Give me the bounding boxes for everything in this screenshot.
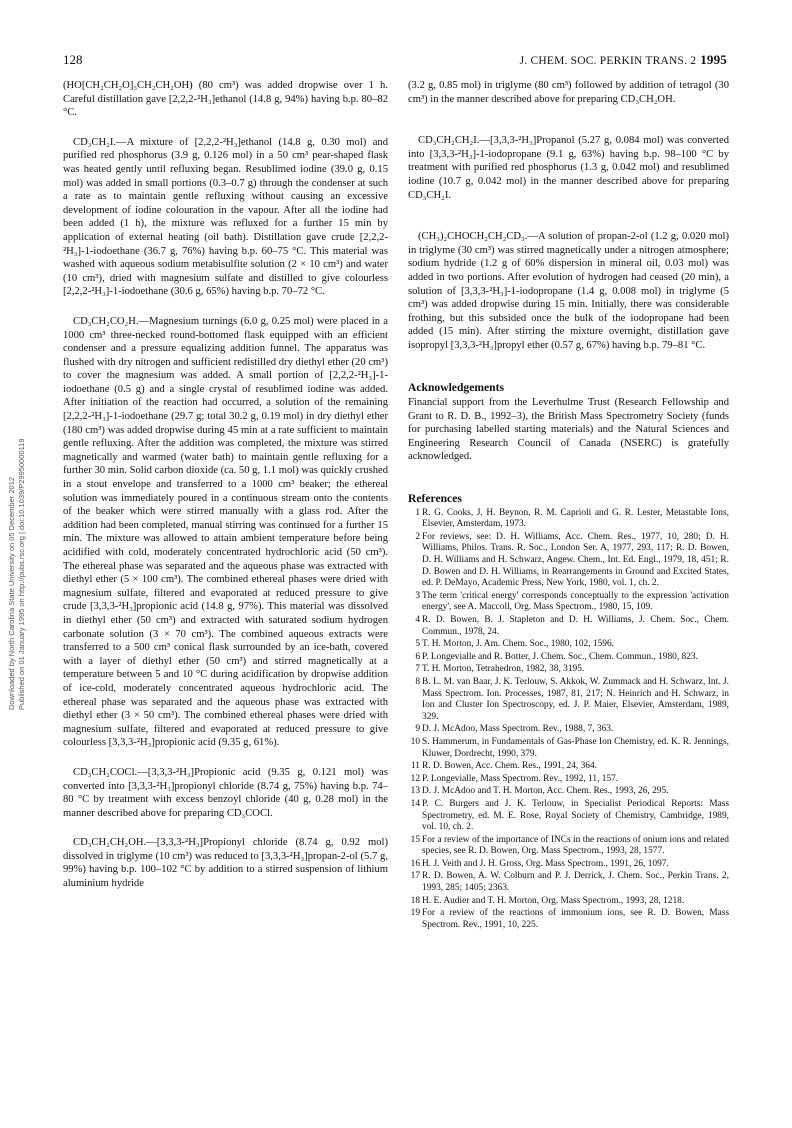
- reference-item: 16 H. J. Veith and J. H. Gross, Org. Mass Spectrom., 1991, 26, 1097.: [410, 858, 669, 869]
- download-notice: Downloaded by North Carolina State University on 05 December 2012: [7, 476, 16, 710]
- page-number: 128: [63, 52, 83, 67]
- paragraph-propionyl-chloride: CD₃CH₂COCl.—[3,3,3-²H₃]Propionic acid (9.35 g, 0.121 mol) was converted into [3,3,3-²H₃]propionyl chloride (8.74 g, 75%) having b.p. 74–80 °C by treatment with excess benzoyl chloride (40 g, 0.28 mol) in the manner described above for preparing CD₃COCl.: [63, 766, 388, 819]
- download-sidebar: [2, 250, 28, 710]
- right-column: [408, 79, 729, 932]
- reference-item: 13 D. J. McAdoo and T. H. Morton, Acc. Chem. Res., 1993, 26, 295.: [410, 786, 669, 797]
- paragraph-lah-continued: (3.2 g, 0.85 mol) in triglyme (80 cm³) followed by addition of tetragol (30 cm³) in the manner described above for preparing CD₃CH₂OH.: [408, 80, 729, 105]
- reference-item: 15 For a review of the importance of INCs in the reactions of onium ions and related species, see R. D. Bowen, Org. Mass Spectrom., 1993, 28, 1577.: [410, 834, 729, 857]
- reference-item: 3 The term 'critical energy' corresponds conceptually to the expression 'activation energy', see A. Maccoll, Org. Mass Spectrom., 1980, 15, 109.: [415, 590, 729, 613]
- reference-item: 6 P. Longevialle and R. Botter, J. Chem. Soc., Chem. Commun., 1980, 823.: [415, 651, 698, 662]
- reference-item: 10 S. Hammerum, in Fundamentals of Gas-Phase Ion Chemistry, ed. K. R. Jennings, Kluwer, Dordrecht, 1990, 379.: [410, 736, 729, 759]
- running-header: [63, 52, 727, 68]
- journal-title: [520, 52, 727, 68]
- reference-item: 4 R. D. Bowen, B. J. Stapleton and D. H. Williams, J. Chem. Soc., Chem. Commun., 1978, 24.: [415, 615, 729, 637]
- reference-list: [408, 508, 729, 932]
- paragraph-isopropyl-ether: (CH₃)₂CHOCH₂CH₂CD₃.—A solution of propan-2-ol (1.2 g, 0.020 mol) in triglyme (30 cm³) was stirred magnetically under a nitrogen atmosphere; sodium hydride (1.2 g of 60% dispersion in mineral oil, 0.03 mol) was added in two portions. After evolution of hydrogen had ceased (20 min), a solution of [3,3,3-²H₃]-1-iodopropane (1.4 g, 0.008 mol) in triglyme (5 cm³) was added dropwise during 15 min. Initially, there was considerable frothing, but this subsided once the bulk of the iodopropane had been added (15 min). After stirring the mixture overnight, distillation gave isopropyl [3,3,3-²H₃]propyl ether (0.57 g, 67%) having b.p. 79–81 °C.: [408, 231, 729, 351]
- paragraph-triglyme-continued: (HO[CH₂CH₂O]₃CH₂CH₂OH) (80 cm³) was added dropwise over 1 h. Careful distillation gave [2,2,2-²H₃]ethanol (14.8 g, 94%) having b.p. 80–82 °C.: [63, 80, 388, 119]
- reference-item: 12 P. Longevialle, Mass Spectrom. Rev., 1992, 11, 157.: [410, 773, 619, 784]
- paragraph-iodoethane: CD₃CH₂I.—A mixture of [2,2,2-²H₃]ethanol (14.8 g, 0.30 mol) and purified red phosphorus (3.9 g, 0.126 mol) in a 50 cm³ pear-shaped flask was heated gently until refluxing began. Resublimed iodine (39.0 g, 0.15 mol) was added in small portions (0.3–0.7 g) through the condenser at such a rate as to maintain gentle refluxing without causing an excessive development of iodine colouration in the vapour. After all the iodine had been added (1 h), the mixture was refluxed for a further 15 min by application of external heating (oil bath). Distillation gave crude [2,2,2-²H₃]-1-iodoethane (36.7 g, 76%) having b.p. 60–75 °C. This material was washed with aqueous sodium metabisulfite solution (2 × 10 cm³) and water (10 cm³), dried with magnesium sulfate and distilled to give colourless [2,2,2-²H₃]-1-iodoethane (30.6 g, 65%) having b.p. 70–72 °C.: [63, 136, 388, 298]
- reference-item: 17 R. D. Bowen, A. W. Colburn and P. J. Derrick, J. Chem. Soc., Perkin Trans. 2, 1993, 285; 1405; 2363.: [410, 871, 729, 894]
- references-heading: References: [408, 492, 462, 506]
- journal-year: 1995: [700, 52, 727, 67]
- acknowledgements-heading: Acknowledgements: [408, 380, 504, 394]
- reference-item: 5 T. H. Morton, J. Am. Chem. Soc., 1980, 102, 1596.: [415, 639, 615, 650]
- reference-item: 14 P. C. Burgers and J. K. Terlouw, in Specialist Periodical Reports: Mass Spectrometry, ed. M. E. Rose, Royal Society of Chemistry, Cambridge, 1989, vol. 10, ch. 2.: [410, 798, 729, 833]
- publication-notice: Published on 01 January 1995 on http://pubs.rsc.org | doi:10.1039/P29950000119: [17, 438, 26, 710]
- reference-item: 2 For reviews, see: D. H. Williams, Acc. Chem. Res., 1977, 10, 280; D. H. Williams, Philos. Trans. R. Soc., London Ser. A, 1977, 293, 117; R. D. Bowen, D. H. Williams and H. Schwarz, Angew. Chem., Int. Ed. Engl., 1979, 18, 451; R. D. Bowen and D. H. Williams, in Rearrangements in Ground and Excited States, ed. P. DeMayo, Academic Press, New York, 1980, vol. 1, ch. 2.: [415, 531, 729, 589]
- left-column: [63, 79, 388, 899]
- paragraph-propionic-acid: CD₃CH₂CO₂H.—Magnesium turnings (6.0 g, 0.25 mol) were placed in a 1000 cm³ three-necked round-bottomed flask equipped with an efficient condenser and a pressure equalizing addition funnel. The apparatus was flushed with dry nitrogen and sufficient redistilled dry diethyl ether (20 cm³) to cover the magnesium was added. A small portion of [2,2,2-²H₃]-1-iodoethane (0.5 g) and a single crystal of resublimed iodine was added. After initiation of the reaction had occurred, a solution of the remaining [2,2,2-²H₃]-1-iodoethane (29.7 g; total 30.2 g, 0.19 mol) in dry diethyl ether (180 cm³) was added dropwise during 45 min at a rate sufficient to maintain gentle refluxing. After the addition was completed, the mixture was stirred magnetically and warmed (water bath) to maintain gentle refluxing for a further 30 min. Solid carbon dioxide (ca. 50 g, 1.1 mol) was quickly crushed in a stout envelope and transferred to a 1000 cm³ beaker; the ethereal solution was immediately poured in a continuous stream onto the contents of the beaker which were stirred manually with a glass rod. After the addition had been completed, manual stirring was continued for a further 15 min. The mixture was allowed to attain ambient temperature before being acidified with cold, moderately concentrated hydrochloric acid (50 cm³). The ethereal phase was separated and the aqueous phase was extracted with diethyl ether (5 × 100 cm³). The combined ethereal phases were dried with magnesium sulfate, filtered and evaporated at reduced pressure to give crude [3,3,3-²H₃]propionic acid (14.8 g, 97%). This material was dissolved in diethyl ether (50 cm³) and extracted with saturated sodium hydrogen carbonate solution (3 × 70 cm³). The combined aqueous extracts were transferred to a 500 cm³ conical flask surrounded by an ice-bath, covered with a layer of diethyl ether (50 cm³) and stirred magnetically at a temperature between 5 and 10 °C during acidification by dropwise addition of ice-cold, moderately concentrated aqueous hydrochloric acid. The ethereal phase was separated and the aqueous phase was extracted with diethyl ether (3 × 50 cm³). The combined ethereal phases were dried with magnesium sulfate, filtered and evaporated at reduced pressure to give colourless [3,3,3-²H₃]propionic acid (9.35 g, 61%).: [63, 315, 388, 749]
- paragraph-iodopropane: CD₃CH₂CH₂I.—[3,3,3-²H₃]Propanol (5.27 g, 0.084 mol) was converted into [3,3,3-²H₃]-1-iodopropane (9.1 g, 63%) having b.p. 98–100 °C by treatment with purified red phosphorus (1.3 g, 0.042 mol) and resublimed iodine (10.7 g, 0.042 mol) in the manner described above for preparing CD₃CH₂I.: [408, 135, 729, 201]
- reference-item: 7 T. H. Morton, Tetrahedron, 1982, 38, 3195.: [415, 664, 585, 675]
- reference-item: 19 For a review of the reactions of immonium ions, see R. D. Bowen, Mass Spectrom. Rev., 1991, 10, 225.: [410, 908, 729, 930]
- reference-item: 8 B. L. M. van Baar, J. K. Terlouw, S. Akkok, W. Zummack and H. Schwarz, Int. J. Mass Spectrom. Ion. Processes, 1987, 81, 217; N. Heinrich and H. Schwarz, in Ion and Cluster Ion Spectroscopy, ed. J. P. Maier, Elsevier, Amsterdam, 1989, 329.: [415, 676, 729, 722]
- acknowledgements-text: Financial support from the Leverhulme Trust (Research Fellowship and Grant to R. D. B., 1992–3), the British Mass Spectrometry Society (funds for purchasing labelled starting materials) and the Natural Sciences and Engineering Research Council of Canada (NSERC) is gratefully acknowledged.: [408, 397, 729, 463]
- reference-item: 1 R. G. Cooks, J. H. Beynon, R. M. Caprioli and G. R. Lester, Metastable Ions, Elsevier, Amsterdam, 1973.: [415, 507, 729, 530]
- reference-item: 18 H. E. Audier and T. H. Morton, Org. Mass Spectrom., 1993, 28, 1218.: [410, 895, 685, 906]
- reference-item: 11 R. D. Bowen, Acc. Chem. Res., 1991, 24, 364.: [410, 761, 597, 772]
- journal-name: J. CHEM. SOC. PERKIN TRANS. 2: [519, 55, 697, 67]
- paragraph-propanol: CD₃CH₂CH₂OH.—[3,3,3-²H₃]Propionyl chloride (8.74 g, 0.92 mol) dissolved in triglyme (10 cm³) was reduced to [3,3,3-²H₃]propan-2-ol (5.7 g, 99%) having b.p. 100–102 °C by addition to a stirred suspension of lithium aluminium hydride: [63, 837, 388, 890]
- reference-item: 9 D. J. McAdoo, Mass Spectrom. Rev., 1988, 7, 363.: [415, 724, 614, 735]
